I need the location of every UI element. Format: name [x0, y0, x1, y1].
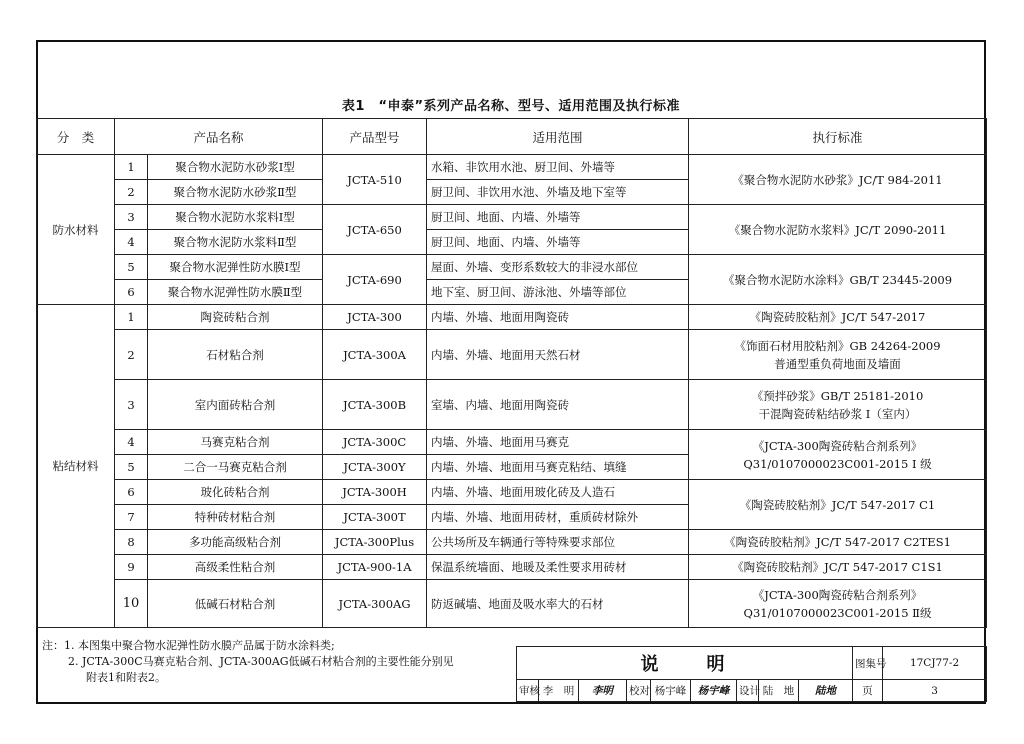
product-scope: 厨卫间、非饮用水池、外墙及地下室等 — [427, 180, 689, 205]
row-number: 1 — [115, 155, 148, 180]
product-name: 高级柔性粘合剂 — [148, 555, 323, 580]
row-number: 5 — [115, 255, 148, 280]
row-number: 7 — [115, 505, 148, 530]
table-row — [37, 430, 987, 455]
product-model: JCTA-300Plus — [323, 530, 427, 555]
product-scope: 防返碱墙、地面及吸水率大的石材 — [427, 580, 689, 628]
row-number: 1 — [115, 305, 148, 330]
product-scope: 内墙、外墙、地面用马赛克 — [427, 430, 689, 455]
product-scope: 公共场所及车辆通行等特殊要求部位 — [427, 530, 689, 555]
product-name: 聚合物水泥弹性防水膜Ⅰ型 — [148, 255, 323, 280]
product-name: 聚合物水泥防水浆料Ⅱ型 — [148, 230, 323, 255]
product-name: 低碱石材粘合剂 — [148, 580, 323, 628]
header-row — [37, 119, 987, 155]
row-number: 10 — [115, 580, 148, 628]
product-scope: 内墙、外墙、地面用天然石材 — [427, 330, 689, 380]
product-name: 二合一马赛克粘合剂 — [148, 455, 323, 480]
header-scope: 适用范围 — [427, 119, 689, 155]
product-standard — [689, 330, 987, 380]
category-adhesive: 粘结材料 — [37, 305, 115, 628]
table-row — [37, 580, 987, 628]
product-model: JCTA-300A — [323, 330, 427, 380]
atlas-label: 图集号 — [853, 647, 883, 680]
product-scope: 保温系统墙面、地暖及柔性要求用砖材 — [427, 555, 689, 580]
product-scope: 内墙、外墙、地面用马赛克粘结、填缝 — [427, 455, 689, 480]
standard-line: 《预拌砂浆》GB/T 25181-2010 — [751, 388, 924, 403]
product-model: JCTA-300T — [323, 505, 427, 530]
designer-signature: 陆地 — [799, 680, 853, 702]
product-model: JCTA-300AG — [323, 580, 427, 628]
product-name: 特种砖材粘合剂 — [148, 505, 323, 530]
table-row — [37, 330, 987, 380]
row-number: 3 — [115, 205, 148, 230]
table-row — [37, 305, 987, 330]
designer-name: 陆 地 — [759, 680, 799, 702]
table-row — [37, 530, 987, 555]
standard-line: 干混陶瓷砖粘结砂浆 I（室内） — [758, 406, 917, 421]
product-scope: 屋面、外墙、变形系数较大的非浸水部位 — [427, 255, 689, 280]
product-scope: 内墙、外墙、地面用玻化砖及人造石 — [427, 480, 689, 505]
note-line: 2. JCTA-300C马赛克粘合剂、JCTA-300AG低碱石材粘合剂的主要性能分别见 — [68, 655, 454, 668]
row-number: 2 — [115, 330, 148, 380]
product-model: JCTA-650 — [323, 205, 427, 255]
product-standard: 《聚合物水泥防水浆料》JC/T 2090-2011 — [689, 205, 987, 255]
notes — [42, 638, 454, 686]
table-title: 表1 “申泰”系列产品名称、型号、适用范围及执行标准 — [341, 99, 681, 114]
reviewer-name: 李 明 — [539, 680, 579, 702]
design-label: 设计 — [737, 680, 759, 702]
product-standard: 《陶瓷砖胶粘剂》JC/T 547-2017 — [689, 305, 987, 330]
row-number: 2 — [115, 180, 148, 205]
standard-line: 普通型重负荷地面及墙面 — [774, 356, 901, 371]
table-row — [37, 155, 987, 180]
product-standard — [689, 430, 987, 480]
title-block — [516, 646, 987, 702]
product-standard: 《聚合物水泥防水砂浆》JC/T 984-2011 — [689, 155, 987, 205]
product-scope: 室墙、内墙、地面用陶瓷砖 — [427, 380, 689, 430]
product-scope: 水箱、非饮用水池、厨卫间、外墙等 — [427, 155, 689, 180]
checker-signature: 杨宇峰 — [691, 680, 737, 702]
row-number: 5 — [115, 455, 148, 480]
product-standard: 《陶瓷砖胶粘剂》JC/T 547-2017 C2TES1 — [689, 530, 987, 555]
product-name: 聚合物水泥弹性防水膜Ⅱ型 — [148, 280, 323, 305]
product-name: 室内面砖粘合剂 — [148, 380, 323, 430]
product-scope: 厨卫间、地面、内墙、外墙等 — [427, 230, 689, 255]
product-name: 陶瓷砖粘合剂 — [148, 305, 323, 330]
row-number: 3 — [115, 380, 148, 430]
product-table — [36, 118, 987, 628]
header-model: 产品型号 — [323, 119, 427, 155]
product-scope: 地下室、厨卫间、游泳池、外墙等部位 — [427, 280, 689, 305]
row-number: 6 — [115, 280, 148, 305]
standard-line: 《JCTA-300陶瓷砖粘合剂系列》 — [752, 438, 923, 453]
header-category: 分 类 — [37, 119, 115, 155]
check-label: 校对 — [627, 680, 651, 702]
checker-name: 杨宇峰 — [651, 680, 691, 702]
row-number: 4 — [115, 230, 148, 255]
review-label: 审核 — [517, 680, 539, 702]
product-name: 玻化砖粘合剂 — [148, 480, 323, 505]
product-model: JCTA-900-1A — [323, 555, 427, 580]
product-standard: 《聚合物水泥防水涂料》GB/T 23445-2009 — [689, 255, 987, 305]
drawing-title: 说 明 — [517, 647, 853, 680]
product-model: JCTA-690 — [323, 255, 427, 305]
product-name: 马赛克粘合剂 — [148, 430, 323, 455]
table-row — [37, 255, 987, 280]
note-line: 附表1和附表2。 — [86, 671, 166, 684]
standard-line: Q31/0107000023C001-2015 Ⅱ级 — [743, 605, 932, 620]
product-model: JCTA-510 — [323, 155, 427, 205]
table-row — [37, 555, 987, 580]
product-name: 聚合物水泥防水砂浆Ⅰ型 — [148, 155, 323, 180]
product-name: 多功能高级粘合剂 — [148, 530, 323, 555]
table-row — [37, 480, 987, 505]
row-number: 9 — [115, 555, 148, 580]
product-scope: 内墙、外墙、地面用陶瓷砖 — [427, 305, 689, 330]
table-row — [37, 205, 987, 230]
category-waterproof: 防水材料 — [37, 155, 115, 305]
row-number: 6 — [115, 480, 148, 505]
product-model: JCTA-300H — [323, 480, 427, 505]
row-number: 8 — [115, 530, 148, 555]
note-line: 注：1. 本图集中聚合物水泥弹性防水膜产品属于防水涂料类; — [42, 639, 335, 652]
table-row — [37, 380, 987, 430]
product-standard — [689, 380, 987, 430]
product-standard — [689, 580, 987, 628]
header-standard: 执行标准 — [689, 119, 987, 155]
product-scope: 内墙、外墙、地面用砖材，重质砖材除外 — [427, 505, 689, 530]
product-model: JCTA-300Y — [323, 455, 427, 480]
product-name: 石材粘合剂 — [148, 330, 323, 380]
row-number: 4 — [115, 430, 148, 455]
product-name: 聚合物水泥防水砂浆Ⅱ型 — [148, 180, 323, 205]
standard-line: 《饰面石材用胶粘剂》GB 24264-2009 — [734, 338, 941, 353]
page-number: 3 — [883, 680, 987, 702]
product-name: 聚合物水泥防水浆料Ⅰ型 — [148, 205, 323, 230]
product-model: JCTA-300C — [323, 430, 427, 455]
page-label: 页 — [853, 680, 883, 702]
standard-line: Q31/0107000023C001-2015 I 级 — [743, 456, 932, 471]
product-standard: 《陶瓷砖胶粘剂》JC/T 547-2017 C1 — [689, 480, 987, 530]
reviewer-signature: 李明 — [579, 680, 627, 702]
standard-line: 《JCTA-300陶瓷砖粘合剂系列》 — [752, 587, 923, 602]
atlas-number: 17CJ77-2 — [883, 647, 987, 680]
product-scope: 厨卫间、地面、内墙、外墙等 — [427, 205, 689, 230]
header-product-name: 产品名称 — [115, 119, 323, 155]
product-model: JCTA-300B — [323, 380, 427, 430]
product-model: JCTA-300 — [323, 305, 427, 330]
product-standard: 《陶瓷砖胶粘剂》JC/T 547-2017 C1S1 — [689, 555, 987, 580]
